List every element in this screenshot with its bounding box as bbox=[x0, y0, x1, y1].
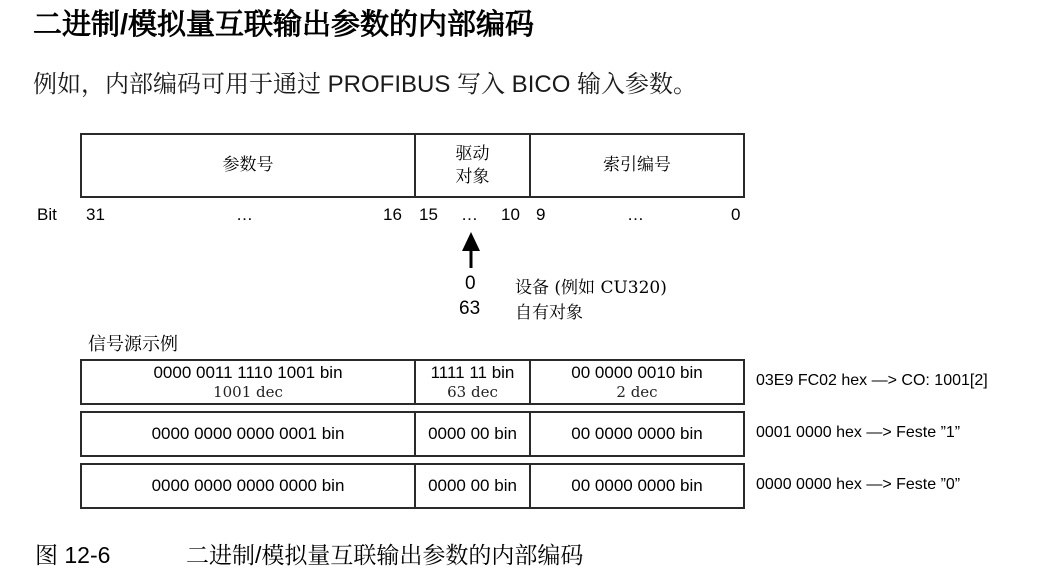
example-2-object-bin: 0000 00 bin bbox=[428, 424, 517, 443]
bit-dots-2: … bbox=[461, 205, 478, 224]
bit-0: 0 bbox=[731, 205, 741, 224]
param-number-label: 参数号 bbox=[222, 155, 274, 175]
bit-dots-1: … bbox=[236, 205, 253, 224]
drive-object-label-line2: 对象 bbox=[455, 166, 490, 187]
example-2-param-bin: 0000 0000 0000 0001 bin bbox=[151, 424, 345, 443]
drive-object-field bbox=[414, 135, 529, 196]
example-3-param-bin: 0000 0000 0000 0000 bin bbox=[151, 476, 345, 495]
bit-dots-3: … bbox=[627, 205, 644, 224]
bit-10: 10 bbox=[501, 205, 520, 224]
example-3-result: 0000 0000 hex —> Feste ”0” bbox=[756, 476, 961, 493]
example-3-index-bin: 00 0000 0000 bin bbox=[571, 476, 703, 495]
example-1-object bbox=[414, 361, 529, 403]
arrow-up-icon bbox=[460, 231, 482, 269]
index-number-label: 索引编号 bbox=[603, 155, 671, 175]
example-1-index-dec: 2 dec bbox=[616, 383, 658, 401]
example-2-index-bin: 00 0000 0000 bin bbox=[571, 424, 703, 443]
example-1-param bbox=[82, 361, 414, 403]
example-row-1 bbox=[80, 359, 745, 405]
page-title: 二进制/模拟量互联输出参数的内部编码 bbox=[33, 9, 535, 41]
example-2-index bbox=[529, 413, 743, 455]
drive-object-desc-0: 设备 (例如 CU320) bbox=[515, 278, 667, 298]
example-1-result: 03E9 FC02 hex —> CO: 1001[2] bbox=[756, 372, 988, 389]
figure-number: 图 12-6 bbox=[35, 542, 111, 568]
bit-16: 16 bbox=[383, 205, 402, 224]
intro-text: 例如，内部编码可用于通过 PROFIBUS 写入 BICO 输入参数。 bbox=[33, 71, 698, 98]
example-2-object bbox=[414, 413, 529, 455]
example-3-param bbox=[82, 465, 414, 507]
example-3-object bbox=[414, 465, 529, 507]
example-3-object-bin: 0000 00 bin bbox=[428, 476, 517, 495]
field-layout-box bbox=[80, 133, 745, 198]
bit-label: Bit bbox=[37, 205, 57, 224]
figure-caption: 二进制/模拟量互联输出参数的内部编码 bbox=[186, 542, 584, 568]
bit-15: 15 bbox=[419, 205, 438, 224]
example-row-2 bbox=[80, 411, 745, 457]
index-number-field bbox=[529, 135, 743, 196]
example-1-param-dec: 1001 dec bbox=[213, 383, 283, 401]
example-3-index bbox=[529, 465, 743, 507]
bit-31: 31 bbox=[86, 205, 105, 224]
bit-9: 9 bbox=[536, 205, 546, 224]
example-1-object-dec: 63 dec bbox=[447, 383, 498, 401]
example-1-index bbox=[529, 361, 743, 403]
drive-object-desc-63: 自有对象 bbox=[515, 303, 583, 323]
drive-object-value-0: 0 bbox=[465, 273, 476, 294]
example-1-object-bin: 1111 11 bin bbox=[430, 363, 515, 382]
example-1-index-bin: 00 0000 0010 bin bbox=[571, 363, 703, 382]
drive-object-label-line1: 驱动 bbox=[455, 143, 490, 164]
example-2-result: 0001 0000 hex —> Feste ”1” bbox=[756, 424, 961, 441]
param-number-field bbox=[82, 135, 414, 196]
example-2-param bbox=[82, 413, 414, 455]
example-1-param-bin: 0000 0011 1110 1001 bin bbox=[153, 363, 343, 382]
example-row-3 bbox=[80, 463, 745, 509]
drive-object-value-63: 63 bbox=[459, 298, 481, 319]
examples-label: 信号源示例 bbox=[88, 334, 178, 355]
